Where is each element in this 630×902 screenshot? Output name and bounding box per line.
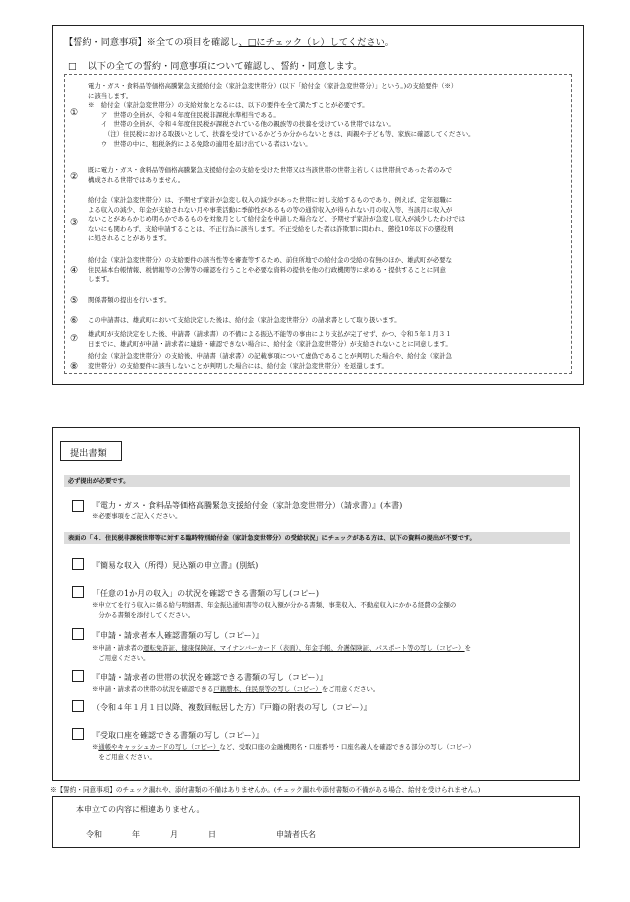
declaration-text: 本申立ての内容に相違ありません。 (76, 805, 205, 814)
oath-item-number: ③ (69, 218, 79, 228)
oath-item-number: ② (69, 172, 79, 182)
applicant-name-label: 申請者氏名 (276, 830, 316, 839)
oath-item-number: ④ (69, 266, 79, 276)
oath-item-number: ⑦ (69, 334, 79, 344)
oath-item-line: 雄武町が支給決定をした後、申請書（請求書）の不備による振込不能等の事由により支払が完了せず、かつ、令和５年１月３１ (88, 330, 452, 338)
doc1-checkbox[interactable] (72, 500, 84, 512)
doc4-checkbox[interactable] (72, 628, 84, 640)
oath-item-line: します。 (88, 275, 114, 284)
oath-item-line: 関係書類の提出を行います。 (88, 296, 171, 304)
date-year: 年 (132, 830, 140, 839)
oath-item-line: 給付金（家計急変世帯分）の支給後、申請書（請求書）の記載事項について虚偽であることが判明した場合や、給付金（家計急 (88, 352, 453, 360)
all-agree-checkbox[interactable]: □ (68, 61, 77, 72)
oath-item-line: 既に電力・ガス・食料品等価格高騰緊急支援給付金の支給を受けた世帯又は当該世帯の世帯主若しくは世帯員であった者のみで (88, 166, 453, 174)
oath-item-line: 変世帯分）の支給要件に該当しないことが判明した場合には、給付金（家計急変世帯分）を返還します。 (88, 361, 388, 370)
oath-header: 【誓約・同意事項】※全ての項目を確認し、□にチェック（レ）してください。 (64, 37, 394, 48)
doc5-checkbox[interactable] (72, 670, 84, 682)
oath-item-number: ⑥ (69, 316, 79, 326)
footer-note: ※【誓約・同意事項】のチェック漏れや、添付書類の不備はありませんか。(チェック漏れや添付書類の不備がある場合、給付を受けられません。) (50, 786, 481, 794)
doc3-note-2: 分かる書類を添付してください。 (92, 611, 195, 619)
doc7-note-2: をご用意ください。 (92, 753, 156, 761)
oath-item-line: ウ 世帯の中に、租税条約による免除の適用を届け出ている者はいない。 (88, 139, 312, 148)
oath-item-line: ないにも関わらず、支給申請することは、不正行為に該当します。不正受給をした者は詐欺罪に問われ、懲役10年以下の懲役刑 (88, 224, 454, 233)
doc5-title: 『申請・請求者の世帯の状況を確認できる書類の写し（コピー）』 (92, 673, 328, 682)
oath-item-line: この申請書は、雄武町において支給決定した後は、給付金（家計急変世帯分）の請求書として取り扱います。 (88, 316, 401, 324)
oath-item-line: イ 世帯の全員が、令和４年度住民税が課税されている他の親族等の扶養を受けている世帯ではない。 (88, 120, 395, 129)
doc4-title: 『申請・請求者本人確認書類の写し（コピー）』 (92, 631, 264, 640)
all-agree-label: 以下の全ての誓約・同意事項について確認し、誓約・同意します。 (87, 61, 363, 72)
date-era: 令和 (86, 830, 102, 839)
oath-item-number: ① (69, 108, 79, 118)
doc4-note-1: ※申請・請求者の運転免許証、健康保険証、マイナンバーカード（表面）、年金手帳、介護保険証、パスポート等の写し（コピー）を (92, 644, 471, 652)
oath-item-line: 電力・ガス・食料品等価格高騰緊急支援給付金（家計急変世帯分）(以下「給付金（家計急変世帯分）」という。)の支給要件（※） (88, 82, 458, 90)
oath-item-line: ないことがあらかじめ明らかであるものを対象月として給付金を申請した場合など、予期せず家計が急変し収入が減少したわけでは (88, 215, 466, 224)
oath-item-line: 構成される世帯ではありません。 (88, 175, 185, 184)
oath-item-text (88, 330, 452, 349)
oath-item-line: （注）住民税における取扱いとして、扶養を受けているかどうか分からないときは、両親や子ども等、家族に確認してください。 (88, 129, 475, 138)
oath-item-text (88, 296, 171, 306)
doc1-note: ※必要事項をご記入ください。 (92, 512, 182, 520)
date-month: 月 (170, 830, 178, 839)
oath-item-text (88, 166, 452, 185)
oath-item-text (88, 352, 452, 371)
doc2-checkbox[interactable] (72, 558, 84, 570)
oath-item-line: 給付金（家計急変世帯分）は、予期せず家計が急変し収入の減少があった世帯に対し支給するものであり、例えば、定年退職に (88, 196, 453, 204)
oath-item-line: よる収入の減少、年金が支給されない月や事業活動に季節性があるもの等の通常収入が得られない月の収入等、当該月に収入が (88, 205, 453, 214)
doc7-note-1: ※通帳やキャッシュカードの写し（コピー）など、受取口座の金融機関名・口座番号・口座名義人を確認できる部分の写し（コピー） (92, 743, 475, 751)
documents-title: 提出書類 (70, 448, 107, 459)
doc7-title: 『受取口座を確認できる書類の写し（コピー）』 (92, 731, 264, 740)
oath-item-line: ※ 給付金（家計急変世帯分）の支給対象となるには、以下の要件を全て満たすことが必要です。 (88, 101, 369, 110)
required-bar: 必ず提出が必要です。 (64, 475, 570, 487)
date-day: 日 (208, 830, 216, 839)
doc2-title: 『簡易な収入（所得）見込額の申立書』(別紙) (92, 561, 259, 570)
doc5-note: ※申請・請求者の世帯の状況を確認できる戸籍謄本、住民票等の写し（コピー）をご用意ください。 (92, 685, 380, 693)
oath-item-line: 住民基本台帳情報、税情報等の公簿等の確認を行うことや必要な資料の提供を他の行政機関等に求める・提供することに同意 (88, 265, 446, 274)
oath-item-text (88, 316, 401, 326)
oath-item-text (88, 196, 465, 244)
oath-item-text (88, 256, 452, 285)
doc7-checkbox[interactable] (72, 728, 84, 740)
oath-item-line: ア 世帯の全員が、令和４年度住民税非課税水準相当である。 (88, 110, 280, 119)
optional-bar: 表面の「４．住民税非課税世帯等に対する臨時特別給付金（家計急変世帯分）の受給状況」にチェックがある方は、以下の資料の提出が不要です。 (64, 532, 570, 544)
doc3-checkbox[interactable] (72, 586, 84, 598)
oath-item-line: に処されることがあります。 (88, 234, 171, 243)
doc3-note-1: ※申立てを行う収入に係る給与明細書、年金振込通知書等の収入額が分かる書類、事業収入、不動産収入にかかる経費の金額の (92, 601, 457, 609)
oath-item-line: 日までに、雄武町が申請・請求者に連絡・確認できない場合に、給付金（家計急変世帯分）が支給されないことに同意します。 (88, 339, 452, 348)
doc1-title: 『電力・ガス・食料品等価格高騰緊急支援給付金（家計急変世帯分）（請求書）』(本書) (92, 501, 403, 510)
oath-item-text (88, 82, 475, 149)
doc6-title: （令和４年１月１日以降、複数回転居した方）『戸籍の附表の写し（コピー）』 (92, 703, 372, 712)
doc6-checkbox[interactable] (72, 700, 84, 712)
oath-item-number: ⑧ (69, 362, 79, 372)
all-agree-row[interactable] (68, 58, 362, 72)
oath-item-number: ⑤ (69, 296, 79, 306)
oath-item-line: に該当します。 (88, 91, 133, 100)
oath-item-line: 給付金（家計急変世帯分）の支給要件の該当性等を審査等するため、前住所地での給付金の受給の有無のほか、雄武町が必要な (88, 256, 453, 264)
doc4-note-2: ご用意ください。 (92, 654, 150, 662)
doc3-title: 「任意の1か月の収入」の状況を確認できる書類の写し(コピー) (92, 589, 320, 598)
